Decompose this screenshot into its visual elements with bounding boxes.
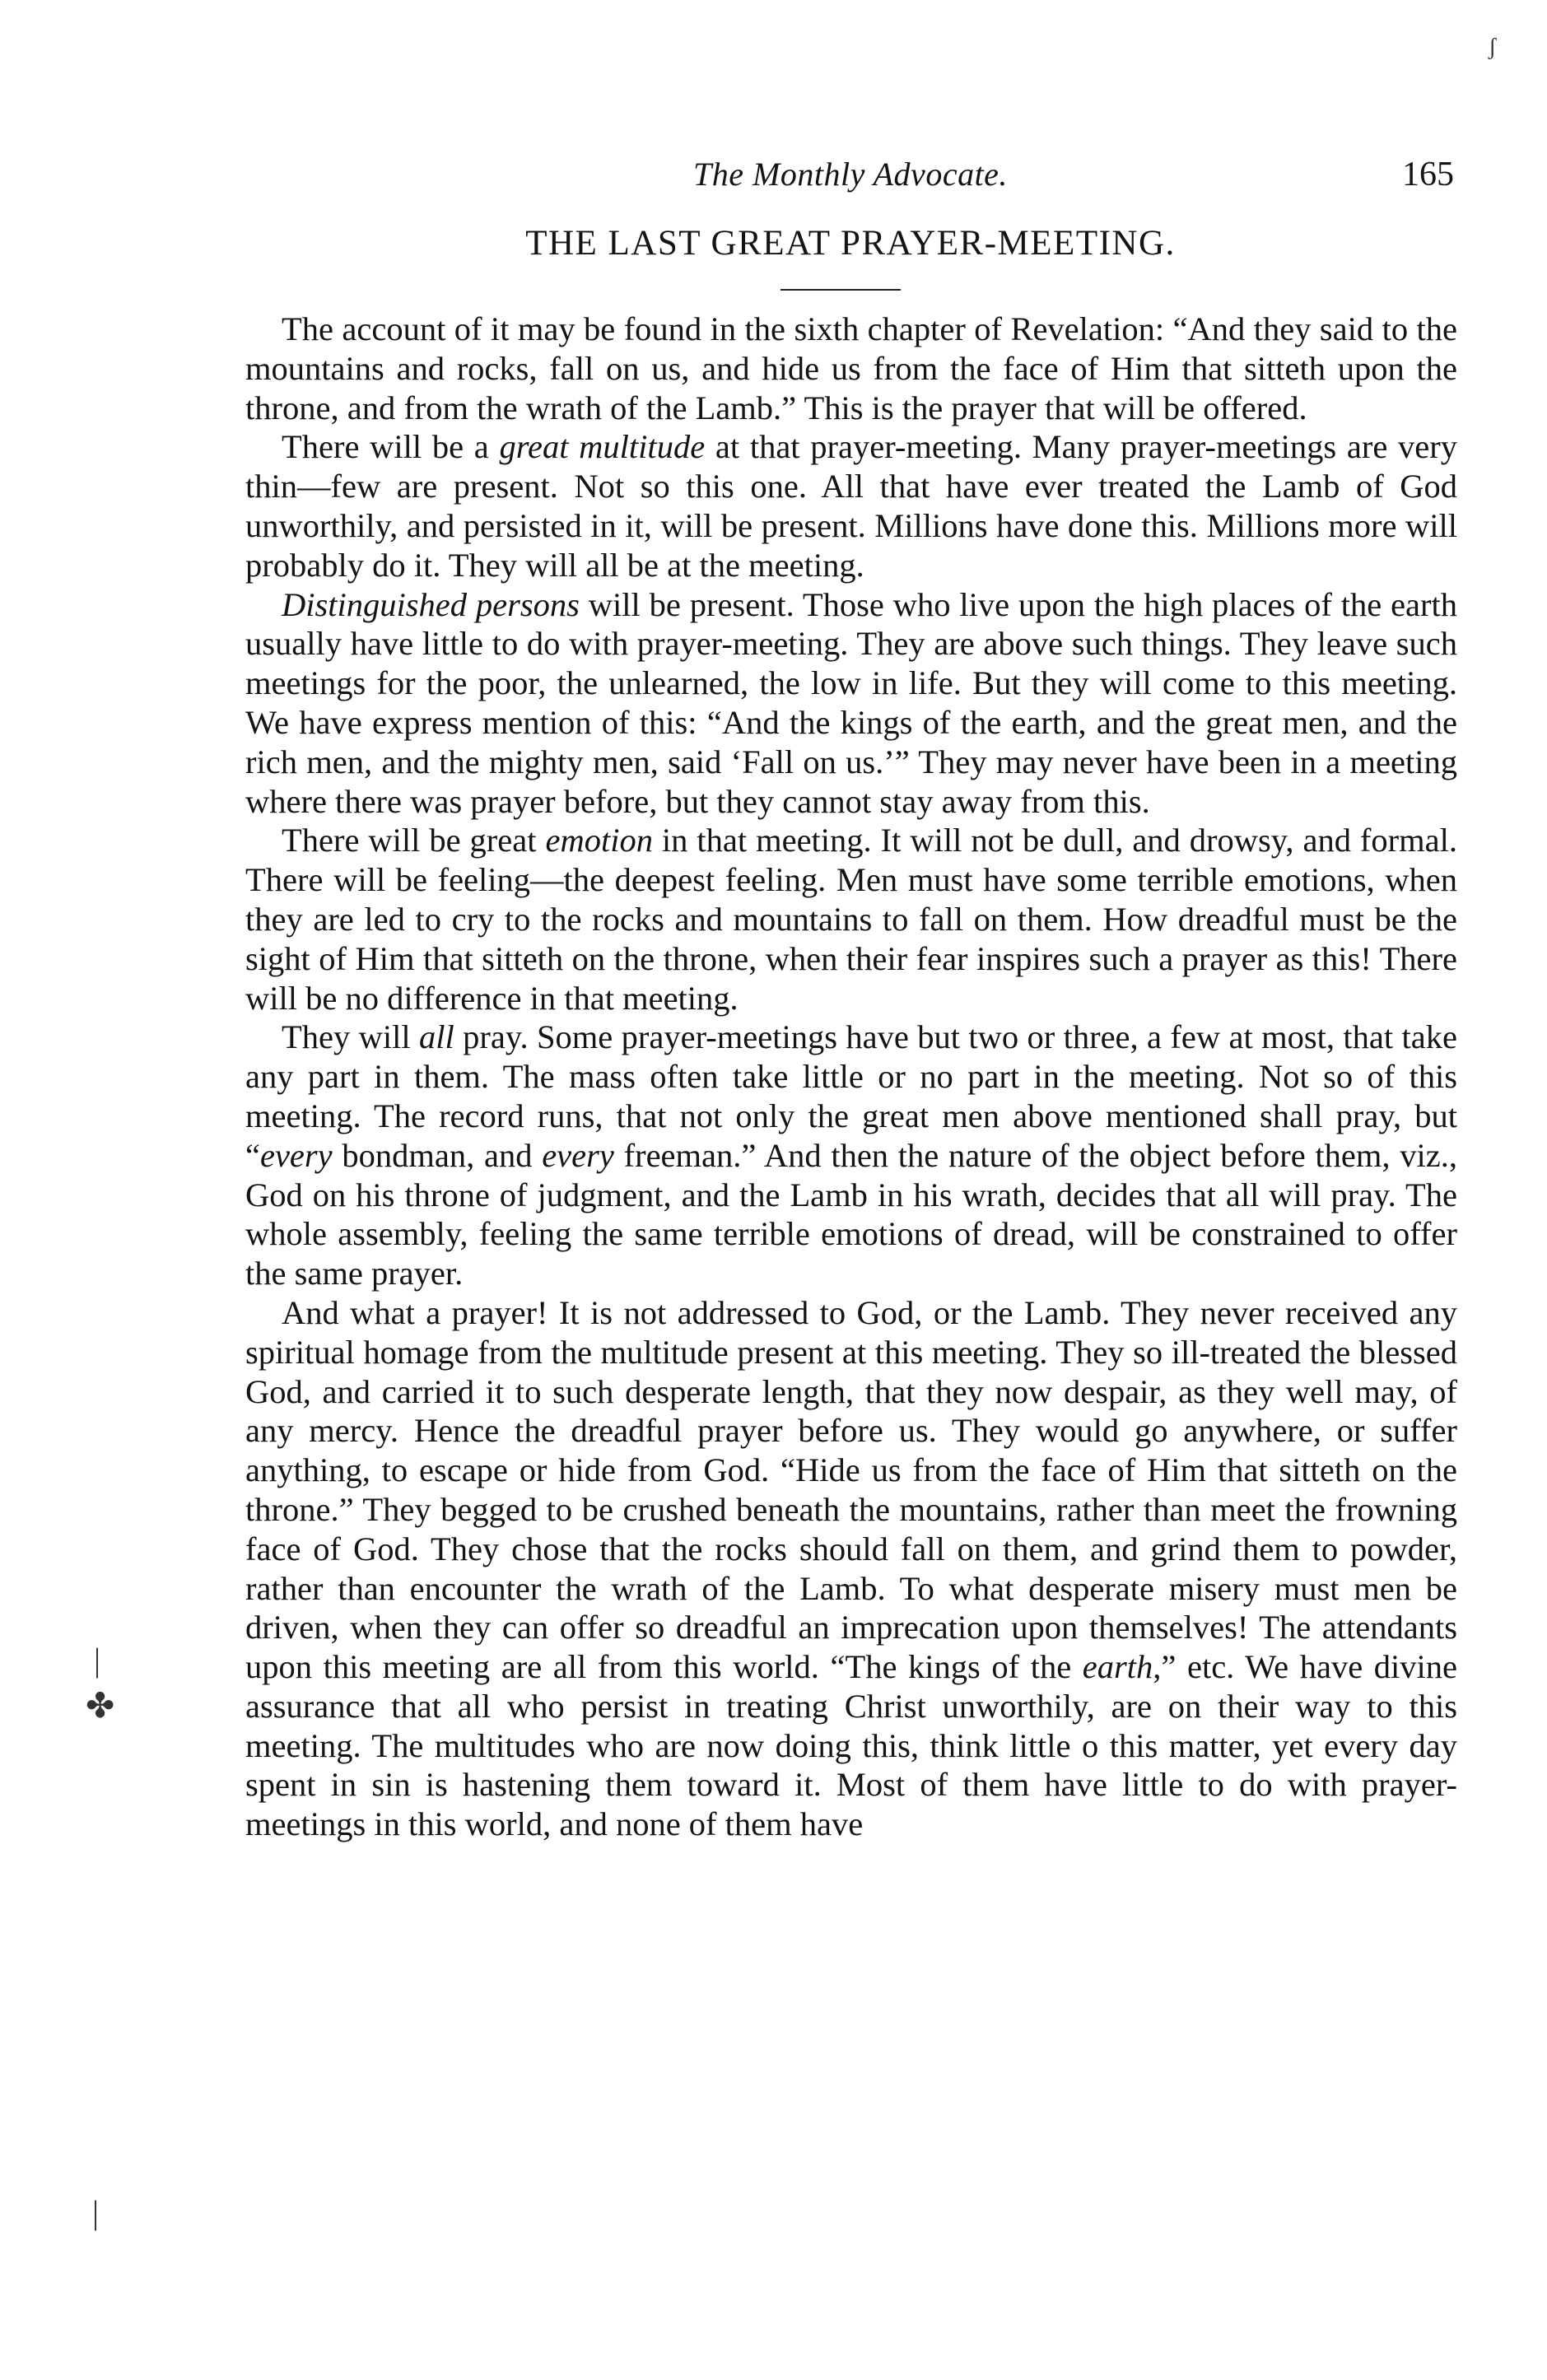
emphasized-text: every <box>259 1136 333 1174</box>
text-run: The account of it may be found in the sixth chapter of Revelation: “And they said to the mountains and rocks, fall on us, and hide us from the face of Him that sitteth upon the throne, and from the wrath of the Lamb.” This is the prayer that will be offered. <box>245 310 1457 426</box>
journal-title: The Monthly Advocate. <box>693 156 1008 193</box>
paragraph <box>245 1293 1457 1844</box>
text-run: There will be great <box>282 822 546 859</box>
scan-artifact: | <box>92 2194 100 2231</box>
scan-artifact: ✤ <box>86 1688 115 1726</box>
running-header <box>247 153 1454 203</box>
emphasized-text: emotion <box>545 822 653 859</box>
text-run: freeman.” And then the nature of the object before them, viz., God on his throne of judgment, and the Lamb in his wrath, decides that all will pray. The whole assembly, feeling the same terrible emotions of dread, will be constrained to offer the same prayer. <box>245 1136 1457 1292</box>
text-run: They will <box>282 1018 419 1056</box>
paragraph <box>245 1018 1457 1293</box>
emphasized-text: Distinguished persons <box>282 585 580 623</box>
article-body <box>245 310 1457 1844</box>
paragraph <box>245 310 1457 427</box>
text-run: will be present. Those who live upon the high places of the earth usually have little to do with prayer-meeting. They are above such things. They leave such meetings for the poor, the unlearned, the low in life. But they will come to this meeting. We have express mention of this: “And the kings of the earth, and the great men, and the rich men, and the mighty men, said ‘Fall on us.’” They may never have been in a meeting where there was prayer before, but they cannot stay away from this. <box>245 585 1458 820</box>
article-title: THE LAST GREAT PRAYER-MEETING. <box>525 224 1176 263</box>
emphasized-text: great multitude <box>499 428 706 466</box>
text-run: bondman, and <box>332 1136 543 1174</box>
scan-artifact: | <box>94 1642 101 1679</box>
text-run: ,” etc. We have divine assurance that all who persist in treating Christ unworthily, are on their way to this meeting. The multitudes who are now doing this, think little o this matter, yet every day spent in sin is hastening them toward it. Most of them have little to do with prayer-meetings in this world, and none of them have <box>245 1648 1457 1843</box>
text-run: in that meeting. It will not be dull, and drowsy, and formal. There will be feeling—the deepest feeling. Men must have some terrible emotions, when they are led to cry to the rocks and mountains to fall on them. How dreadful must be the sight of Him that sitteth on the throne, when their fear inspires such a prayer as this! There will be no difference in that meeting. <box>245 822 1457 1017</box>
emphasized-text: every <box>542 1136 614 1174</box>
text-run: at that prayer-meeting. Many prayer-meetings are very thin—few are present. Not so this one. All that have ever treated the Lamb of God unworthily, and persisted in it, will be present. Millions have done this. Millions more will probably do it. They will all be at the meeting. <box>245 428 1457 584</box>
emphasized-text: all <box>419 1018 454 1056</box>
paragraph <box>245 427 1457 585</box>
title-divider <box>780 289 901 291</box>
scan-artifact: ʃ <box>1489 35 1497 60</box>
emphasized-text: earth <box>1082 1648 1153 1686</box>
text-run: There will be a <box>282 428 500 466</box>
paragraph <box>245 821 1457 1018</box>
paragraph <box>245 585 1457 822</box>
text-run: pray. Some prayer-meetings have but two or three, a few at most, that take any part in them. The mass often take little or no part in the meeting. Not so of this meeting. The record runs, that not only the great men above mentioned shall pray, but “ <box>245 1018 1457 1174</box>
page-number: 165 <box>1402 156 1454 193</box>
text-run: And what a prayer! It is not addressed to God, or the Lamb. They never received any spiritual homage from the multitude present at this meeting. They so ill-treated the blessed God, and carried it to such desperate length, that they now despair, as they well may, of any mercy. Hence the dreadful prayer before us. They would go anywhere, or suffer anything, to escape or hide from God. “Hide us from the face of Him that sitteth on the throne.” They begged to be crushed beneath the mountains, rather than meet the frowning face of God. They chose that the rocks should fall on them, and grind them to powder, rather than encounter the wrath of the Lamb. To what desperate misery must men be driven, when they can offer so dreadful an imprecation upon themselves! The attendants upon this meeting are all from this world. “The kings of the <box>245 1293 1457 1686</box>
